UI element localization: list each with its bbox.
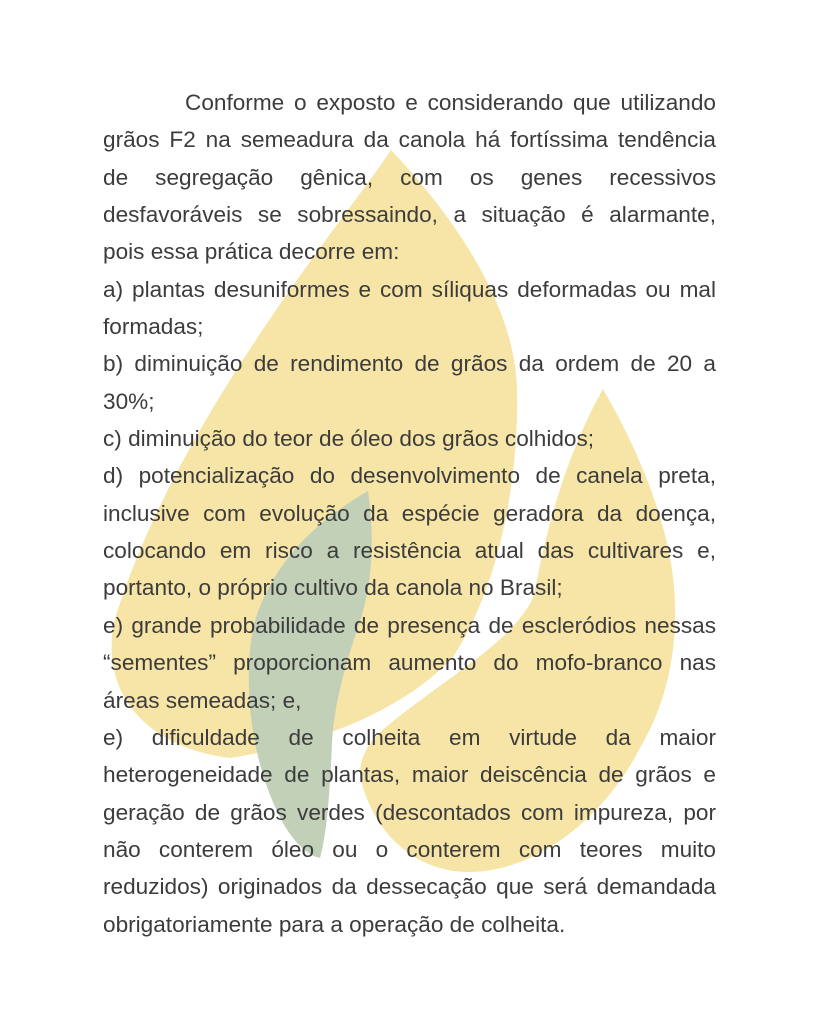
document-text — [103, 84, 716, 943]
paragraph — [103, 345, 716, 420]
text-line: a) plantas desuniformes e com síliquas deformadas ou mal — [103, 276, 716, 302]
text-line: d) potencialização do desenvolvimento de canela preta, — [103, 463, 716, 489]
text-line: portanto, o próprio cultivo da canola no Brasil; — [103, 575, 563, 601]
paragraph — [103, 84, 716, 271]
text-line: reduzidos) originados da dessecação que será demandada — [103, 874, 716, 900]
paragraph — [103, 719, 716, 943]
paragraph — [103, 457, 716, 606]
text-line: “sementes” proporcionam aumento do mofo-branco nas — [103, 650, 716, 676]
paragraph — [103, 607, 716, 719]
paragraph — [103, 420, 716, 457]
text-line: desfavoráveis se sobressaindo, a situação é alarmante, — [103, 202, 716, 228]
text-line: c) diminuição do teor de óleo dos grãos colhidos; — [103, 426, 595, 452]
text-line: grãos F2 na semeadura da canola há fortíssima tendência — [103, 127, 716, 153]
text-line: formadas; — [103, 314, 204, 340]
text-line: heterogeneidade de plantas, maior deiscência de grãos e — [103, 762, 716, 788]
paragraph — [103, 271, 716, 346]
text-line: b) diminuição de rendimento de grãos da ordem de 20 a — [103, 351, 716, 377]
text-line: obrigatoriamente para a operação de colheita. — [103, 911, 566, 937]
text-line: e) grande probabilidade de presença de escleródios nessas — [103, 612, 716, 638]
text-line: áreas semeadas; e, — [103, 687, 302, 713]
text-line: e) dificuldade de colheita em virtude da maior — [103, 724, 716, 750]
text-line: Conforme o exposto e considerando que utilizando — [185, 90, 716, 115]
text-line: pois essa prática decorre em: — [103, 239, 400, 265]
text-line: 30%; — [103, 388, 155, 414]
text-line: colocando em risco a resistência atual das cultivares e, — [103, 538, 716, 564]
text-line: inclusive com evolução da espécie geradora da doença, — [103, 500, 716, 526]
text-line: não conterem óleo ou o conterem com teores muito — [103, 836, 716, 862]
text-line: de segregação gênica, com os genes recessivos — [103, 164, 716, 190]
text-line: geração de grãos verdes (descontados com impureza, por — [103, 799, 716, 825]
